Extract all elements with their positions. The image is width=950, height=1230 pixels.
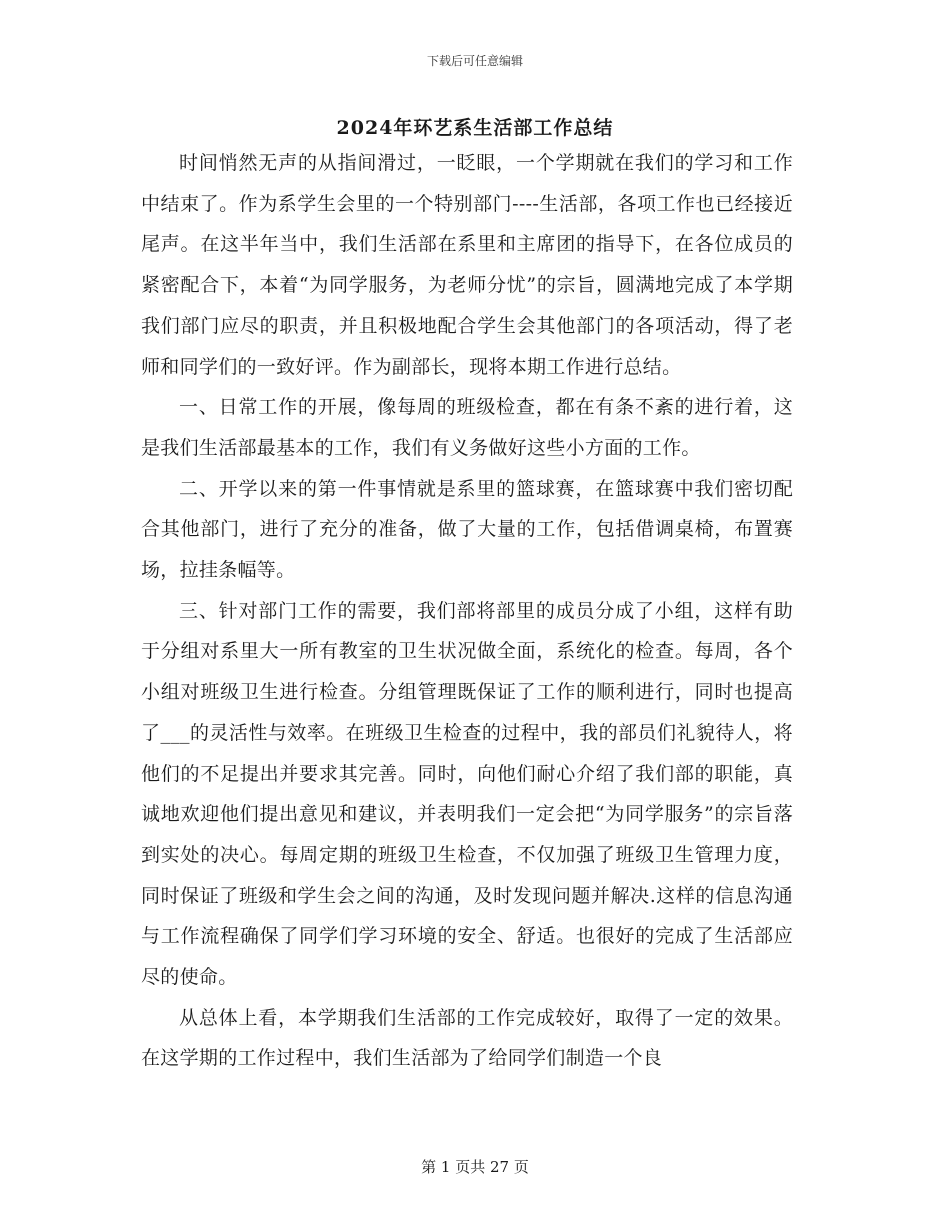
paragraph-hygiene-check: 三、针对部门工作的需要，我们部将部里的成员分成了小组，这样有助于分组对系里大一所有教室的卫生状况做全面，系统化的检查。每周，各个小组对班级卫生进行检查。分组管理既保证了工作的顺利进行，同时也提高了___的灵活性与效率。在班级卫生检查的过程中，我的部员们礼貌待人，将他们的不足提出并要求其完善。同时，向他们耐心介绍了我们部的职能，真诚地欢迎他们提出意见和建议，并表明我们一定会把“为同学服务”的宗旨落到实处的决心。每周定期的班级卫生检查，不仅加强了班级卫生管理力度，同时保证了班级和学生会之间的沟通，及时发现问题并解决.这样的信息沟通与工作流程确保了同学们学习环境的安全、舒适。也很好的完成了生活部应尽的使命。 [141,599,793,989]
paragraph-daily-work: 一、日常工作的开展，像每周的班级检查，都在有条不紊的进行着，这是我们生活部最基本的工作，我们有义务做好这些小方面的工作。 [141,396,793,459]
page-header-note: 下载后可任意编辑 [426,54,523,68]
paragraph-intro: 时间悄然无声的从指间滑过，一眨眼，一个学期就在我们的学习和工作中结束了。作为系学生会里的一个特别部门----生活部，各项工作也已经接近尾声。在这半年当中，我们生活部在系里和主席团的指导下，在各位成员的紧密配合下，本着“为同学服务，为老师分忧”的宗旨，圆满地完成了本学期我们部门应尽的职责，并且积极地配合学生会其他部门的各项活动，得了老师和同学们的一致好评。作为副部长，现将本期工作进行总结。 [141,152,793,378]
page-number: 第 1 页共 27 页 [421,1158,529,1176]
paragraph-summary: 从总体上看，本学期我们生活部的工作完成较好，取得了一定的效果。在这学期的工作过程中，我们生活部为了给同学们制造一个良 [141,1006,793,1070]
document-body [141,143,793,1079]
paragraph-basketball: 二、开学以来的第一件事情就是系里的篮球赛，在篮球赛中我们密切配合其他部门，进行了充分的准备，做了大量的工作，包括借调桌椅，布置赛场，拉挂条幅等。 [141,477,793,582]
page-title: 2024年环艺系生活部工作总结 [336,117,614,139]
